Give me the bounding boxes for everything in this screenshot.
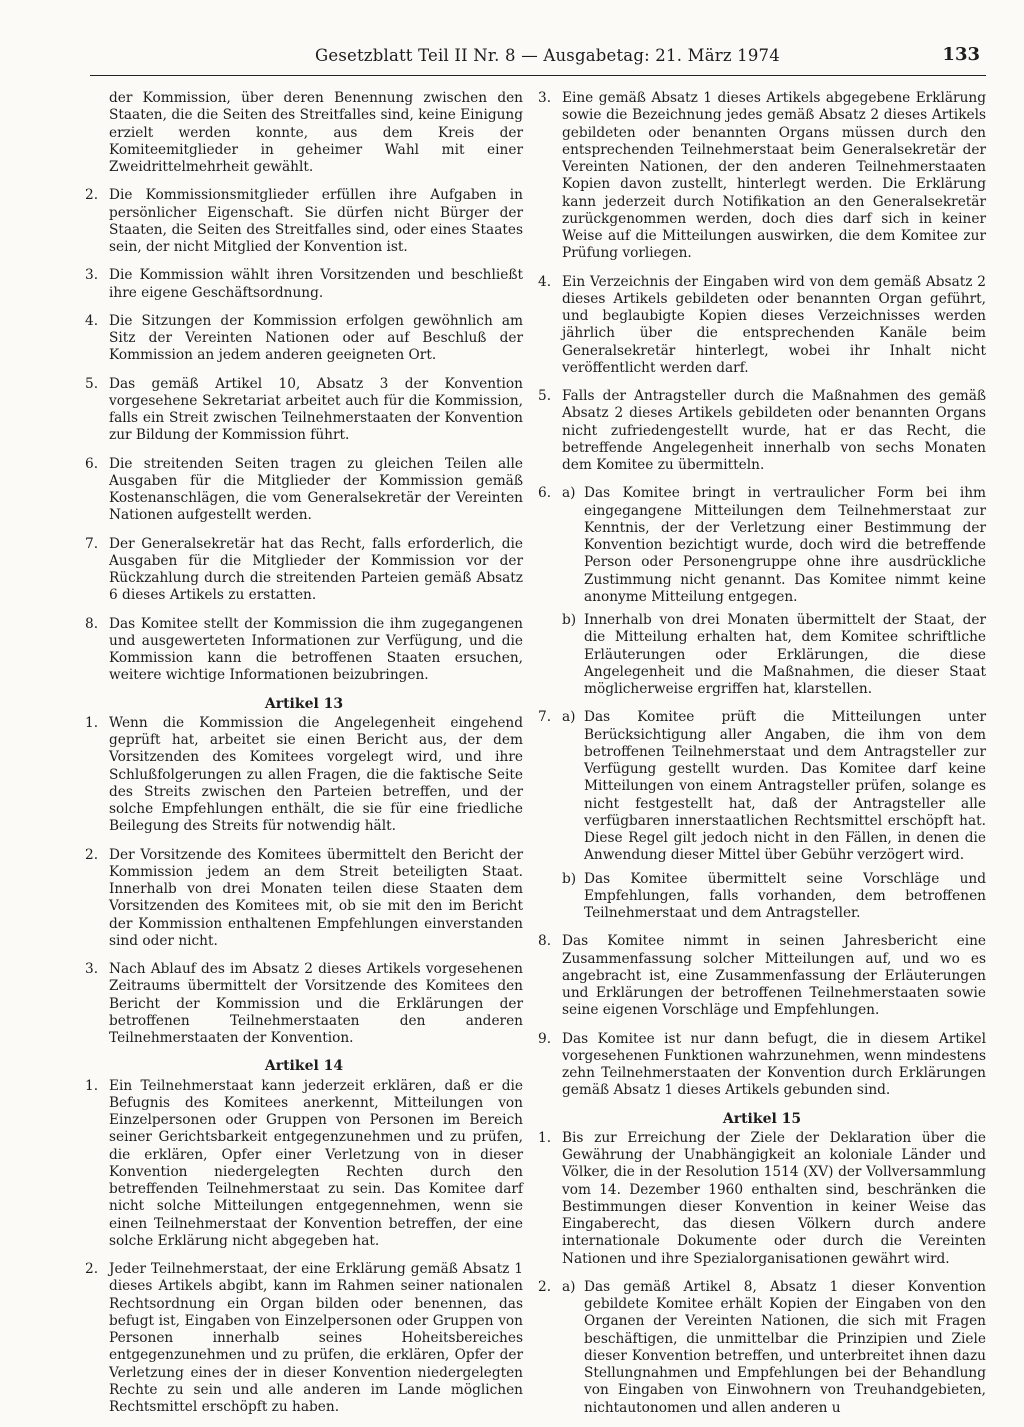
paragraph-number: 6. [538, 485, 552, 502]
paragraph-text: Wenn die Kommission die Angelegenheit eingehend geprüft hat, arbeitet sie einen Bericht aus, der dem Vorsitzenden des Komitees vorgelegt wird, und ihre Schlußfolgerungen zu allen Fragen, die die faktische Seite des Streits zwischen den Parteien betreffen, und der solche Empfehlungen enthält, die sie für eine friedliche Beilegung des Streits für notwendig hält. [109, 714, 523, 835]
paragraph-number: 3. [85, 267, 99, 284]
paragraph-number: 1. [85, 1077, 99, 1094]
paragraph [85, 616, 523, 685]
sub-paragraph [538, 709, 986, 864]
paragraph-number: 5. [538, 388, 552, 404]
paragraph [538, 90, 986, 263]
paragraph-number: 4. [538, 273, 552, 290]
paragraph-number: 2. [85, 846, 99, 863]
paragraph-text: Das gemäß Artikel 8, Absatz 1 dieser Konvention gebildete Komitee erhält Kopien der Eingaben von den Organen der Vereinten Nationen, die sich mit Fragen beschäftigen, die unmittelbar die Prinzipien und Ziele dieser Konvention betreffen, und unterbreitet ihnen dazu Stellungnahmen und Empfehlungen bei der Behandlung von Eingaben von Einwohnern von Treuhandgebieten, nichtautonomen und allen anderen u [584, 1278, 986, 1416]
paragraph [85, 456, 523, 525]
paragraph-text: Der Generalsekretär hat das Recht, falls erforderlich, die Ausgaben für die Mitglieder der Kommission vor der Rückzahlung durch die streitenden Parteien gemäß Absatz 6 dieses Artikels zu erstatten. [109, 535, 523, 604]
sub-letter: a) [562, 709, 576, 726]
paragraph-text: Die Kommissionsmitglieder erfüllen ihre Aufgaben in persönlicher Eigenschaft. Sie dürfen nicht Bürger der Staaten, die Seiten des Streitfalles sind, oder eines Staates sein, der nicht Mitglied der Konvention ist. [109, 187, 523, 255]
paragraph-number: 1. [538, 1129, 552, 1146]
sub-paragraph [538, 871, 986, 923]
paragraph-number: 8. [85, 615, 99, 632]
paragraph-number: 1. [85, 714, 99, 731]
sub-letter: a) [562, 485, 576, 502]
paragraph-number: 5. [85, 375, 99, 392]
paragraph-text: Das Komitee übermittelt seine Vorschläge und Empfehlungen, falls vorhanden, dem betroffenen Teilnehmerstaat und dem Antragsteller. [584, 870, 986, 921]
paragraph [85, 536, 523, 605]
page-header [90, 44, 980, 74]
paragraph-text: Innerhalb von drei Monaten übermittelt der Staat, der die Mitteilung erhalten hat, dem Komitee schriftliche Erläuterungen oder Erklärungen, die diese Angelegenheit und die Maßnahmen, die dieser Staat möglicherweise ergriffen hat, klarstellen. [584, 612, 986, 697]
sub-letter: a) [562, 1278, 576, 1295]
sub-paragraph [538, 1279, 986, 1417]
paragraph-text: Jeder Teilnehmerstaat, der eine Erklärung gemäß Absatz 1 dieses Artikels abgibt, kann im Rahmen seiner nationalen Rechtsordnung ein Organ bilden oder benennen, das befugt ist, Eingaben von Einzelpersonen oder Gruppen von Personen innerhalb seines Hoheitsbereiches entgegenzunehmen und zu prüfen, die erklären, Opfer der Verletzung eines der in dieser Konvention niedergelegten Rechte zu sein und alle anderen im Lande möglichen Rechtsmittel erschöpft zu haben. [109, 1261, 523, 1415]
paragraph-text: Die Sitzungen der Kommission erfolgen gewöhnlich am Sitz der Vereinten Nationen oder auf Beschluß der Kommission an jedem anderen geeigneten Ort. [109, 312, 523, 364]
paragraph [85, 1078, 523, 1251]
paragraph [538, 933, 986, 1019]
paragraph-number: 2. [85, 187, 99, 204]
paragraph-text: Eine gemäß Absatz 1 dieses Artikels abgegebene Erklärung sowie die Bezeichnung jedes gemäß Absatz 2 dieses Artikels gebildeten oder benannten Organs müssen durch den entsprechenden Teilnehmerstaat beim Generalsekretär der Vereinten Nationen, der den anderen Teilnehmerstaaten Kopien davon zustellt, hinterlegt werden. Die Erklärung kann jederzeit durch Notifikation an den Generalsekretär zurückgenommen werden, doch dies darf sich in keiner Weise auf die Mitteilungen auswirken, die dem Komitee zur Prüfung vorliegen. [562, 90, 986, 262]
paragraph [85, 847, 523, 951]
paragraph-number: 9. [538, 1030, 552, 1047]
paragraph [85, 187, 523, 256]
paragraph-number: 6. [85, 455, 99, 472]
paragraph-number: 8. [538, 933, 552, 950]
paragraph-text: Die streitenden Seiten tragen zu gleichen Teilen alle Ausgaben für die Mitglieder der Kommission gemäß Kostenanschlägen, die vom Generalsekretär der Vereinten Nationen aufgestellt werden. [109, 455, 523, 524]
right-column [538, 90, 986, 1423]
paragraph-number: 3. [538, 90, 552, 106]
paragraph [85, 715, 523, 836]
paragraph-number: 2. [538, 1278, 552, 1295]
article-heading: Artikel 15 [722, 1110, 802, 1127]
paragraph-text: Falls der Antragsteller durch die Maßnahmen des gemäß Absatz 2 dieses Artikels gebildeten oder benannten Organs nicht zufriedengestellt wurde, hat er das Recht, die betreffende Angelegenheit innerhalb von sechs Monaten dem Komitee zu übermitteln. [562, 388, 986, 473]
page-number: 133 [942, 44, 980, 65]
paragraph-text: Ein Verzeichnis der Eingaben wird von dem gemäß Absatz 2 dieses Artikels gebildeten oder benannten Organ geführt, und beglaubigte Kopien dieses Verzeichnisses werden jährlich über die entsprechenden Kanäle beim Generalsekretär hinterlegt, wobei ihr Inhalt nicht veröffentlicht werden darf. [562, 273, 986, 376]
article-heading: Artikel 14 [264, 1058, 344, 1075]
paragraph-text: Die Kommission wählt ihren Vorsitzenden und beschließt ihre eigene Geschäftsordnung. [109, 267, 523, 301]
paragraph-text: Das Komitee nimmt in seinen Jahresbericht eine Zusammenfassung solcher Mitteilungen auf, und wo es angebracht ist, eine Zusammenfassung der Erläuterungen und Erklärungen der betroffenen Teilnehmerstaaten sowie seine eigenen Vorschläge und Empfehlungen. [562, 933, 986, 1019]
paragraph-text: Das Komitee ist nur dann befugt, die in diesem Artikel vorgesehenen Funktionen wahrzunehmen, wenn mindestens zehn Teilnehmerstaaten der Konvention durch Erklärungen gemäß Absatz 1 dieses Artikels gebunden sind. [562, 1030, 986, 1099]
left-column [85, 90, 523, 1427]
sub-paragraph [538, 485, 986, 606]
paragraph-text: Bis zur Erreichung der Ziele der Deklaration über die Gewährung der Unabhängigkeit an koloniale Länder und Völker, die in der Resolution 1514 (XV) der Vollversammlung vom 14. Dezember 1960 enthalten sind, beschränken die Bestimmungen dieser Konvention in keiner Weise das Eingaberecht, das diesen Völkern durch andere internationale Dokumente oder durch die Vereinten Nationen und ihre Spezialorganisationen gewährt wird. [562, 1129, 986, 1267]
gazette-title: Gesetzblatt Teil II Nr. 8 — Ausgabetag: 21. März 1974 [315, 46, 780, 65]
continued-paragraph: der Kommission, über deren Benennung zwischen den Staaten, die die Seiten des Streitfalles sind, keine Einigung erzielt werden konnte, aus dem Kreis der Komiteemitglieder in geheimer Wahl mit einer Zweidrittelmehrheit gewählt. [109, 90, 523, 175]
paragraph [538, 1130, 986, 1268]
paragraph-text: Ein Teilnehmerstaat kann jederzeit erklären, daß er die Befugnis des Komitees anerkennt, Mitteilungen von Einzelpersonen oder Gruppen von Personen im Bereich seiner Gerichtsbarkeit entgegenzunehmen und zu prüfen, die erklären, Opfer einer Verletzung von in dieser Konvention niedergelegten Rechten durch den betreffenden Teilnehmerstaat zu sein. Das Komitee darf nicht solche Mitteilungen entgegennehmen, wenn sie einen Teilnehmerstaat der Konvention betreffen, der eine solche Erklärung nicht abgegeben hat. [109, 1077, 523, 1249]
paragraph-text: Das Komitee bringt in vertraulicher Form bei ihm eingegangene Mitteilungen dem Teilnehmerstaat zur Kenntnis, der der Verletzung einer Bestimmung der Konvention bezichtigt wurde, doch wird die betreffende Person oder Personengruppe ohne ihre ausdrückliche Zustimmung nicht genannt. Das Komitee nimmt keine anonyme Mitteilung entgegen. [584, 485, 986, 605]
paragraph [85, 961, 523, 1047]
paragraph [85, 313, 523, 365]
paragraph [538, 388, 986, 474]
header-divider [90, 75, 986, 76]
sub-letter: b) [562, 612, 577, 628]
paragraph [85, 376, 523, 445]
paragraph [538, 1031, 986, 1100]
paragraph-text: Das Komitee prüft die Mitteilungen unter Berücksichtigung aller Angaben, die ihm von dem betroffenen Teilnehmerstaat und dem Antragsteller zur Verfügung gestellt wurden. Das Komitee darf keine Mitteilungen von einem Antragsteller prüfen, solange es nicht festgestellt hat, daß der Antragsteller alle verfügbaren innerstaatlichen Rechtsmittel erschöpft hat. Diese Regel gilt jedoch nicht in den Fällen, in denen die Anwendung dieser Mittel über Gebühr verzögert wird. [584, 709, 986, 864]
sub-paragraph [538, 612, 986, 698]
paragraph-number: 4. [85, 312, 99, 329]
sub-letter: b) [562, 870, 577, 887]
paragraph-text: Das Komitee stellt der Kommission die ihm zugegangenen und ausgewerteten Informationen zur Verfügung, und die Kommission kann die betroffenen Staaten ersuchen, weitere wichtige Informationen beizubringen. [109, 615, 523, 684]
article-heading: Artikel 13 [264, 695, 344, 712]
paragraph [85, 1261, 523, 1416]
paragraph-text: Der Vorsitzende des Komitees übermittelt den Bericht der Kommission jedem an dem Streit beteiligten Staat. Innerhalb von drei Monaten teilen diese Staaten dem Vorsitzenden des Komitees mit, ob sie mit den im Bericht der Kommission enthaltenen Empfehlungen einverstanden sind oder nicht. [109, 846, 523, 949]
paragraph-text: Nach Ablauf des im Absatz 2 dieses Artikels vorgesehenen Zeitraums übermittelt der Vorsitzende des Komitees den Bericht der Kommission und die Erklärungen der betroffenen Teilnehmerstaaten den anderen Teilnehmerstaaten der Konvention. [109, 961, 523, 1046]
paragraph-number: 7. [85, 535, 99, 552]
paragraph-text: Das gemäß Artikel 10, Absatz 3 der Konvention vorgesehene Sekretariat arbeitet auch für die Kommission, falls ein Streit zwischen Teilnehmerstaaten der Konvention zur Bildung der Kommission führt. [109, 375, 523, 444]
paragraph [538, 274, 986, 378]
paragraph [85, 267, 523, 302]
paragraph-number: 2. [85, 1261, 99, 1277]
paragraph-number: 3. [85, 961, 99, 977]
paragraph-number: 7. [538, 709, 552, 726]
